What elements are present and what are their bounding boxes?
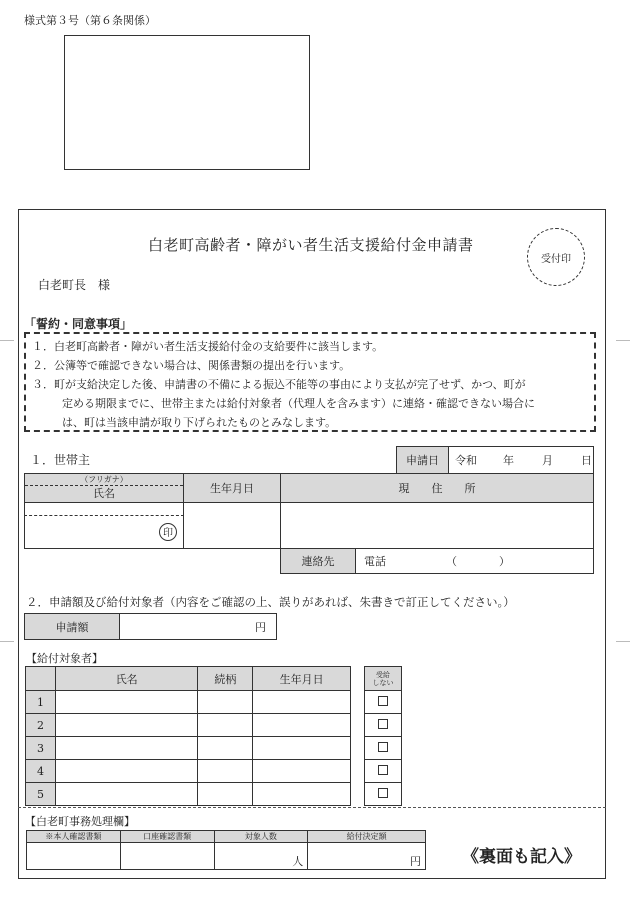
address-header [280,473,594,503]
no-receive-checkbox[interactable] [378,742,388,752]
address-header-text: 現 住 所 [398,482,476,495]
recipients-num-header [26,667,56,691]
amount-field[interactable] [119,613,277,640]
application-date-field[interactable] [448,446,594,474]
no-receive-cell [365,737,402,760]
name-input[interactable] [24,515,184,549]
no-receive-label-2: しない [372,678,394,687]
day-label: 日 [581,454,592,467]
back-note: 《裏面も記入》 [462,847,581,867]
recipient-name-cell[interactable] [55,760,198,783]
form-title: 白老町高齢者・障がい者生活支援給付金申請書 [148,236,474,254]
application-date-label-text: 申請日 [406,454,439,467]
recipients-header-row [26,667,351,691]
table-row [26,691,351,714]
recipients-relation-header: 続柄 [198,667,253,691]
no-receive-checkbox[interactable] [378,696,388,706]
contact-label-text: 連絡先 [301,555,335,568]
furigana-label: （フリガナ） [80,474,128,484]
phone-label: 電話 [364,555,386,568]
office-id-doc-header: ※本人確認書類 [27,831,121,843]
phone-paren-open: （ [446,555,457,568]
row-number: 5 [26,783,56,806]
recipient-name-cell[interactable] [55,737,198,760]
phone-paren-close: ） [499,555,510,568]
margin-tick-right-bottom [616,641,630,642]
office-id-doc-cell[interactable] [27,843,121,870]
recipient-name-cell[interactable] [55,783,198,806]
office-account-doc-cell[interactable] [120,843,214,870]
pledge-item-3: ３．町が支給決定した後、申請書の不備による振込不能等の事由により支払が完了せず、かつ、町が [32,378,526,391]
amount-yen: 円 [255,620,266,634]
month-label: 月 [542,454,553,467]
table-row [26,783,351,806]
recipient-dob-cell[interactable] [253,783,351,806]
section2-heading: ２．申請額及び給付対象者（内容をご確認の上、誤りがあれば、朱書きで訂正してください。） [26,595,515,609]
address-input[interactable] [280,502,594,549]
margin-tick-left-top [0,340,14,341]
margin-tick-left-bottom [0,641,14,642]
pledge-item-1: １．白老町高齢者・障がい者生活支援給付金の支給要件に該当します。 [32,340,384,353]
recipient-name-cell[interactable] [55,714,198,737]
office-account-doc-header: 口座確認書類 [120,831,214,843]
dob-header [183,473,281,503]
addressee: 白老町長 様 [38,278,111,292]
phone-field[interactable] [355,548,594,574]
office-divider [18,807,606,808]
no-receive-cell [365,783,402,806]
no-receive-table [364,666,402,806]
amount-label [24,613,120,640]
section1-heading: １．世帯主 [30,453,91,467]
no-receive-cell [365,691,402,714]
row-number: 3 [26,737,56,760]
dob-input[interactable] [183,502,281,549]
no-receive-header [365,667,402,691]
office-count-cell[interactable] [214,843,308,870]
no-receive-cell [365,760,402,783]
era-label: 令和 [455,454,477,467]
dob-header-text: 生年月日 [210,482,254,495]
office-amount-header: 給付決定額 [308,831,426,843]
recipient-relation-cell[interactable] [198,691,253,714]
no-receive-header-row [365,667,402,691]
contact-label [280,548,356,574]
no-receive-checkbox[interactable] [378,719,388,729]
pledge-heading: 「誓約・同意事項」 [24,317,133,331]
name-label: 氏名 [25,485,183,502]
table-row [26,714,351,737]
persons-unit: 人 [292,855,304,868]
recipient-dob-cell[interactable] [253,760,351,783]
recipient-dob-cell[interactable] [253,714,351,737]
reception-stamp [527,228,585,286]
recipients-table [25,666,351,806]
year-label: 年 [503,454,514,467]
office-yen-unit: 円 [410,855,421,868]
row-number: 4 [26,760,56,783]
office-table [26,830,426,870]
photo-box [64,35,310,170]
office-amount-cell[interactable] [308,843,426,870]
form-number: 様式第３号（第６条関係） [24,14,156,27]
no-receive-cell [365,714,402,737]
recipient-relation-cell[interactable] [198,760,253,783]
margin-tick-right-top [616,340,630,341]
recipients-name-header: 氏名 [55,667,198,691]
recipient-relation-cell[interactable] [198,714,253,737]
recipient-dob-cell[interactable] [253,691,351,714]
pledge-item-3-cont-2: は、町は当該申請が取り下げられたものとみなします。 [62,416,337,429]
recipient-name-cell[interactable] [55,691,198,714]
no-receive-label-1: 受給 [376,670,390,679]
recipient-dob-cell[interactable] [253,737,351,760]
recipients-dob-header: 生年月日 [253,667,351,691]
pledge-item-3-cont-1: 定める期限までに、世帯主または給付対象者（代理人を含みます）に連絡・確認できない場合に [62,397,535,410]
office-count-header: 対象人数 [214,831,308,843]
table-row [26,737,351,760]
no-receive-checkbox[interactable] [378,765,388,775]
row-number: 2 [26,714,56,737]
application-date-label [396,446,449,474]
recipient-relation-cell[interactable] [198,783,253,806]
recipients-heading: 【給付対象者】 [26,652,103,665]
table-row [26,760,351,783]
recipient-relation-cell[interactable] [198,737,253,760]
furigana-input[interactable] [24,502,184,516]
seal-mark: 印 [159,523,177,541]
name-header [24,473,184,503]
row-number: 1 [26,691,56,714]
reception-stamp-label: 受付印 [541,253,571,265]
office-heading: 【白老町事務処理欄】 [25,815,135,828]
no-receive-checkbox[interactable] [378,788,388,798]
pledge-item-2: ２．公簿等で確認できない場合は、関係書類の提出を行います。 [32,359,351,372]
amount-label-text: 申請額 [55,620,89,634]
